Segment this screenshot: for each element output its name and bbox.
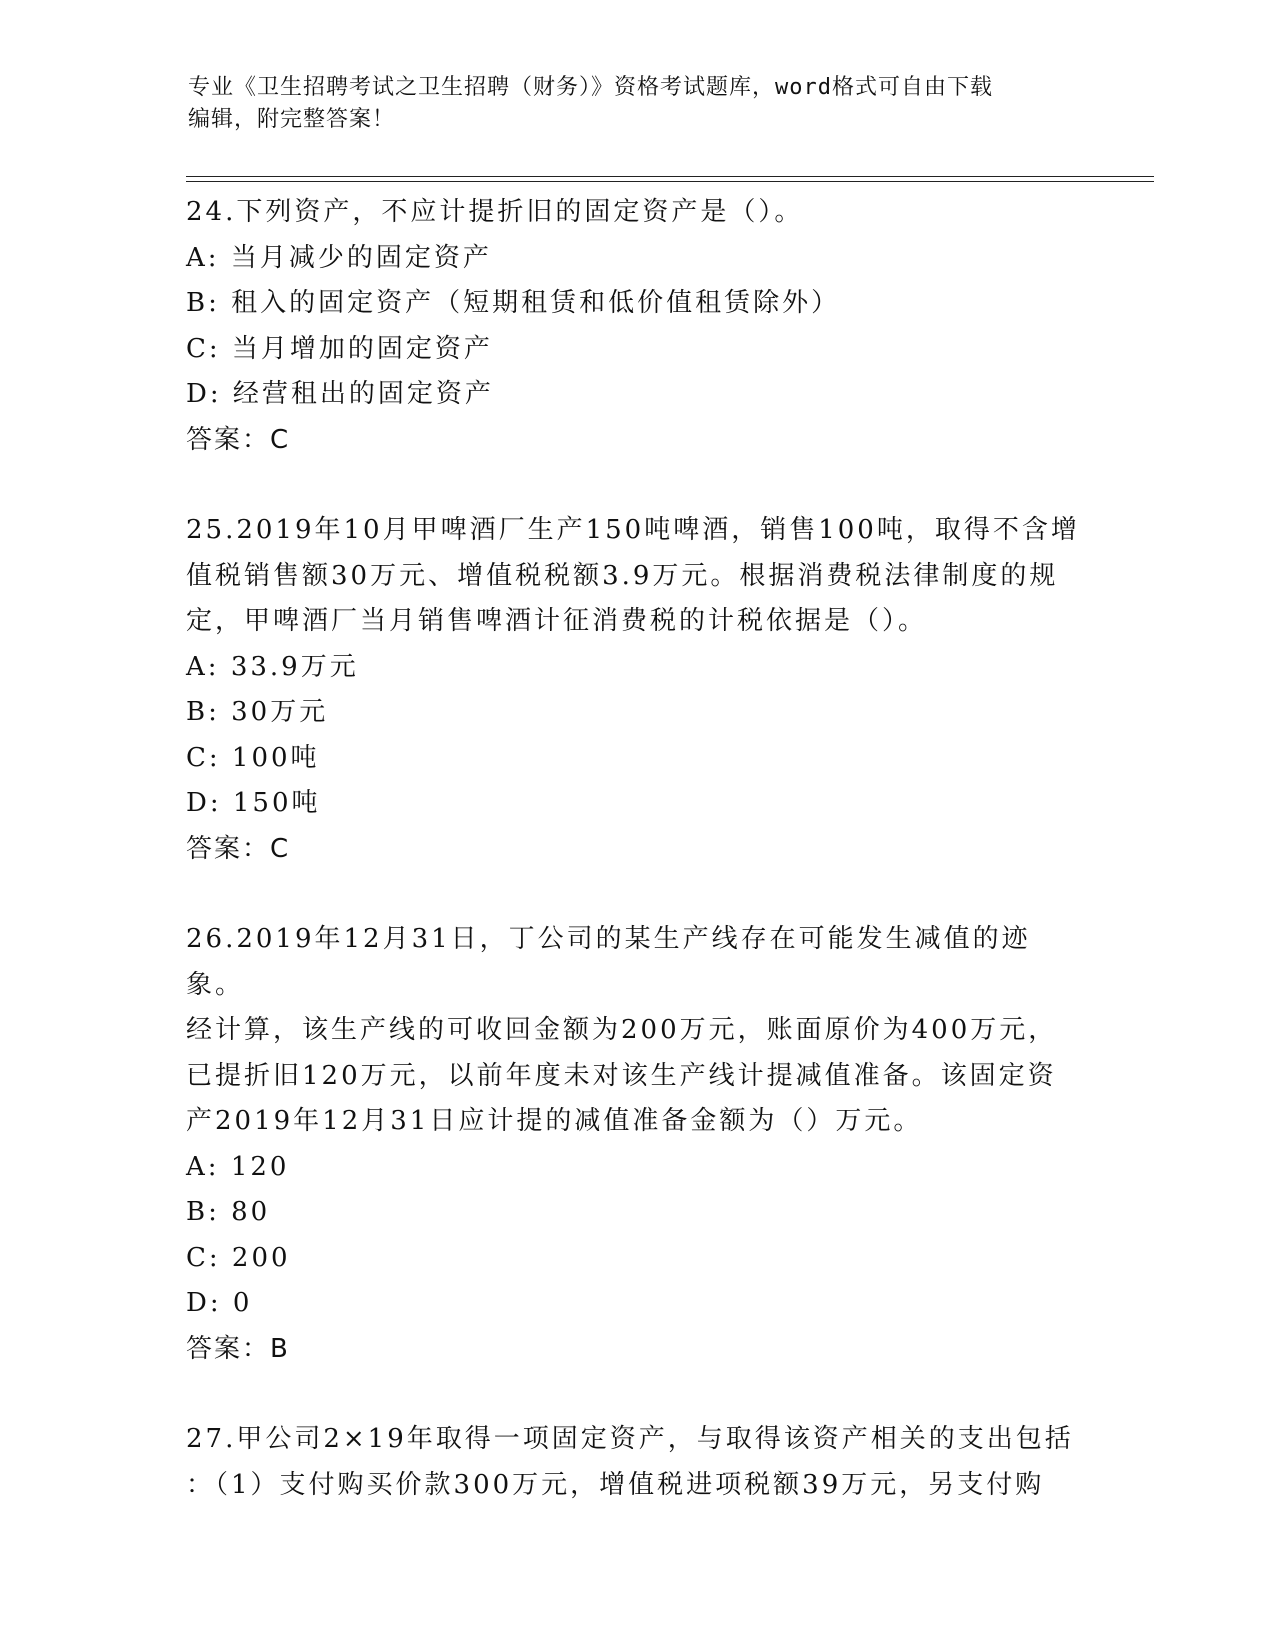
answer-option: [186, 1190, 1086, 1236]
option-spacer: [220, 645, 231, 691]
question-gap: [186, 872, 1086, 917]
option-spacer: [222, 372, 233, 418]
option-key: A:: [186, 242, 220, 273]
option-spacer: [222, 781, 233, 827]
answer-option: [186, 1236, 1086, 1282]
option-spacer: [220, 1145, 231, 1191]
question-stem-line: 27.甲公司2×19年取得一项固定资产，与取得该资产相关的支出包括: [186, 1424, 1074, 1454]
option-spacer: [221, 736, 232, 782]
question-block: [186, 917, 1086, 1372]
question-stem-line: 产2019年12月31日应计提的减值准备金额为（）万元。: [186, 1106, 923, 1136]
option-text: 当月减少的固定资产: [230, 242, 492, 273]
option-text: 0: [232, 1288, 253, 1318]
option-spacer: [222, 1281, 233, 1327]
question-stem-line: 24.下列资产，不应计提折旧的固定资产是（）。: [186, 197, 804, 227]
document-header: [188, 72, 1088, 136]
option-text: 经营租出的固定资产: [232, 379, 494, 409]
option-spacer: [221, 327, 232, 373]
option-text: 33.9万元: [230, 651, 359, 682]
question-gap: [186, 463, 1086, 508]
option-key: D:: [186, 1288, 222, 1318]
header-line-2: 编辑，附完整答案！: [188, 107, 396, 132]
question-block: [186, 508, 1086, 872]
option-key: B:: [186, 1197, 220, 1227]
option-spacer: [220, 1190, 231, 1236]
answer-option: [186, 236, 1086, 282]
question-block: [186, 190, 1086, 463]
option-text: 150吨: [232, 788, 321, 818]
option-text: 80: [231, 1197, 271, 1227]
question-stem-line: 26.2019年12月31日，丁公司的某生产线存在可能发生减值的迹象。: [186, 924, 1031, 1000]
option-key: C:: [186, 333, 221, 364]
question-list: [186, 190, 1086, 1508]
header-divider-bottom: [186, 181, 1154, 182]
option-text: 100吨: [231, 742, 320, 773]
option-spacer: [220, 690, 231, 736]
option-spacer: [221, 1236, 232, 1282]
answer-option: [186, 1145, 1086, 1191]
answer-option: [186, 781, 1086, 827]
option-text: 200: [231, 1242, 291, 1273]
option-text: 租入的固定资产（短期租赁和低价值租赁除外）: [231, 288, 841, 318]
question-stem-line: 25.2019年10月甲啤酒厂生产150吨啤酒，销售100吨，取得不含增: [186, 515, 1080, 545]
question-stem-line: 定，甲啤酒厂当月销售啤酒计征消费税的计税依据是（）。: [186, 606, 928, 636]
answer-option: [186, 1281, 1086, 1327]
question-stem-line: 已提折旧120万元，以前年度未对该生产线计提减值准备。该固定资: [186, 1060, 1057, 1091]
option-key: C:: [186, 1242, 221, 1273]
option-key: A:: [186, 1151, 220, 1182]
answer-option: [186, 281, 1086, 327]
question-stem-line: ：（1）支付购买价款300万元，增值税进项税额39万元，另支付购: [186, 1469, 1045, 1500]
option-key: B:: [186, 697, 220, 727]
option-text: 120: [230, 1151, 290, 1182]
header-divider-top: [186, 176, 1154, 177]
answer-option: [186, 372, 1086, 418]
answer-option: [186, 736, 1086, 782]
answer-option: [186, 327, 1086, 373]
answer-line: 答案：C: [186, 424, 291, 455]
option-key: C:: [186, 742, 221, 773]
option-text: 当月增加的固定资产: [231, 333, 493, 364]
option-key: A:: [186, 651, 220, 682]
question-stem-line: 值税销售额30万元、增值税税额3.9万元。根据消费税法律制度的规: [186, 560, 1059, 591]
option-spacer: [220, 236, 231, 282]
answer-option: [186, 690, 1086, 736]
option-key: B:: [186, 288, 220, 318]
answer-line: 答案：C: [186, 833, 291, 864]
question-stem-line: 经计算，该生产线的可收回金额为200万元，账面原价为400万元，: [186, 1015, 1058, 1045]
option-spacer: [220, 281, 231, 327]
option-key: D:: [186, 788, 222, 818]
answer-line: 答案：B: [186, 1333, 290, 1364]
option-key: D:: [186, 379, 222, 409]
header-line-1: 专业《卫生招聘考试之卫生招聘（财务）》资格考试题库，word格式可自由下载: [188, 75, 993, 100]
question-gap: [186, 1372, 1086, 1417]
answer-option: [186, 645, 1086, 691]
option-text: 30万元: [231, 697, 329, 727]
question-block: [186, 1417, 1086, 1508]
